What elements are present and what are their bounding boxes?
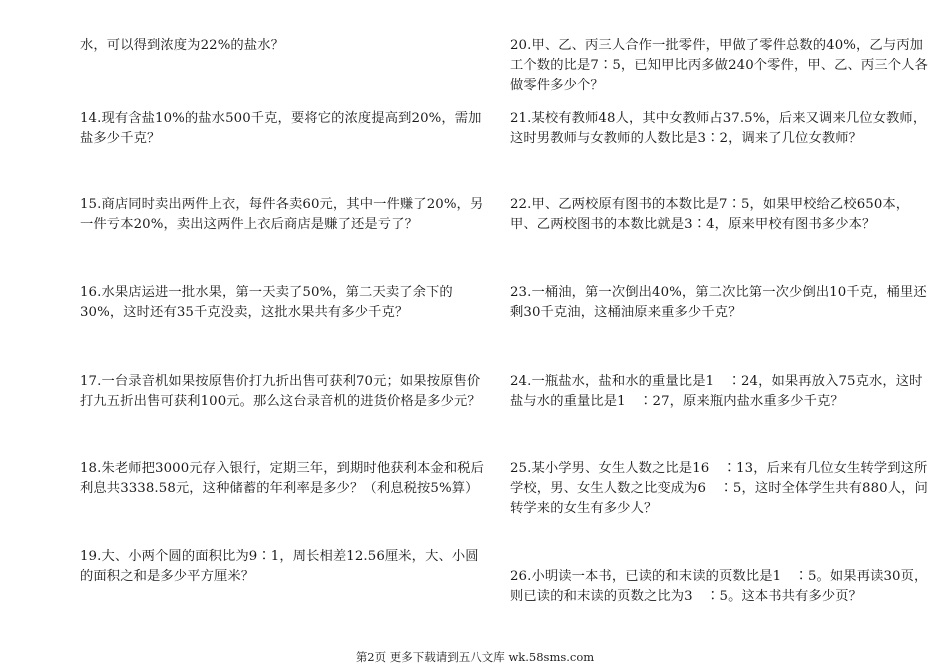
question-23: 23.一桶油，第一次倒出40%，第二次比第一次少倒出10千克，桶里还剩30千克油，这桶油原来重多少千克？ — [510, 285, 927, 320]
question-16: 16.水果店运进一批水果，第一天卖了50%，第二天卖了余下的30%，这时还有35千克没卖，这批水果共有多少千克？ — [80, 285, 453, 320]
page-footer: 第2页 更多下载请到五八文库 wk.58sms.com — [355, 650, 595, 664]
question-22: 22.甲、乙两校原有图书的本数比是7∶5，如果甲校给乙校650本，甲、乙两校图书的本数比就是3∶4，原来甲校有图书多少本？ — [510, 197, 910, 232]
question-26: 26.小明读一本书，已读的和末读的页数比是1 ∶5。如果再读30页，则已读的和末读的页数之比为3 ∶5。这本书共有多少页？ — [510, 569, 928, 604]
question-20: 20.甲、乙、丙三人合作一批零件，甲做了零件总数的40%，乙与丙加工个数的比是7∶5，已知甲比丙多做240个零件，甲、乙、丙三个人各做零件多少个？ — [510, 38, 928, 93]
question-14: 14.现有含盐10%的盐水500千克，要将它的浓度提高到20%，需加盐多少千克？ — [80, 111, 482, 146]
question-17: 17.一台录音机如果按原售价打九折出售可获利70元；如果按原售价打九五折出售可获利100元。那么这台录音机的进货价格是多少元？ — [80, 374, 481, 409]
question-21: 21.某校有教师48人，其中女教师占37.5%，后来又调来几位女教师，这时男教师与女教师的人数比是3∶2，调来了几位女教师？ — [510, 111, 927, 146]
question-25: 25.某小学男、女生人数之比是16 ∶13，后来有几位女生转学到这所学校，男、女生人数之比变成为6 ∶5，这时全体学生共有880人，问转学来的女生有多少人？ — [510, 461, 928, 516]
question-19: 19.大、小两个圆的面积比为9∶1，周长相差12.56厘米，大、小圆的面积之和是多少平方厘米？ — [80, 549, 479, 584]
question-18: 18.朱老师把3000元存入银行，定期三年，到期时他获利本金和税后利息共3338.58元，这种储蓄的年利率是多少？（利息税按5%算） — [80, 461, 485, 496]
question-24: 24.一瓶盐水，盐和水的重量比是1 ∶24，如果再放入75克水，这时盐与水的重量比是1 ∶27，原来瓶内盐水重多少千克？ — [510, 374, 923, 409]
question-13-continued: 水，可以得到浓度为22%的盐水？ — [80, 38, 285, 53]
question-15: 15.商店同时卖出两件上衣，每件各卖60元，其中一件赚了20%，另一件亏本20%，卖出这两件上衣后商店是赚了还是亏了？ — [80, 197, 484, 232]
